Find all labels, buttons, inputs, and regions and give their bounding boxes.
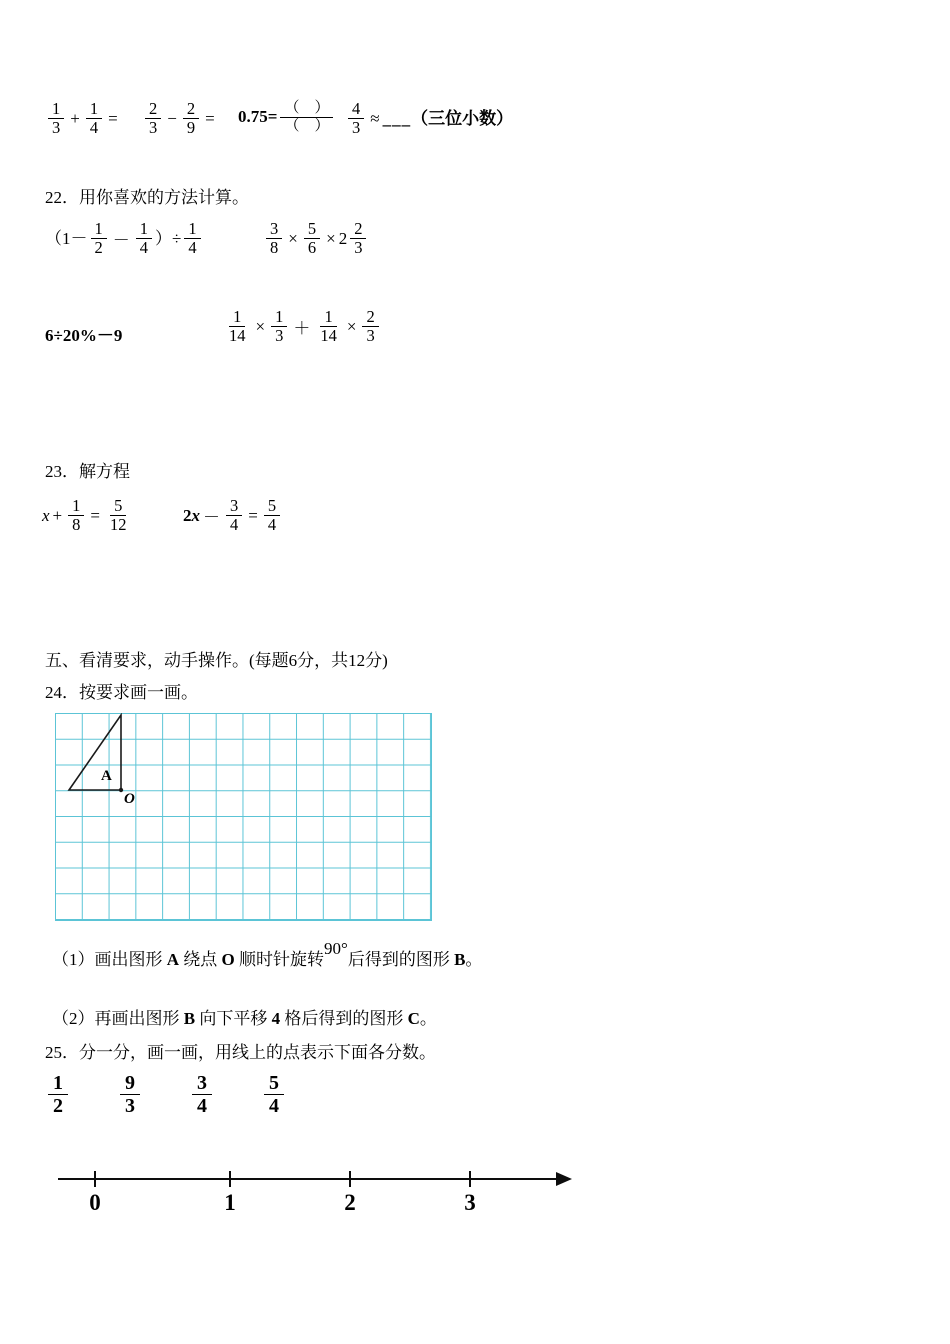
fraction-numerator: 3 [192, 1072, 212, 1095]
minus-operator: － [112, 231, 130, 251]
blank-denominator: （ ） [284, 117, 330, 134]
fraction-numerator: 2 [183, 100, 199, 119]
blank-fraction [280, 100, 333, 135]
fraction-numerator: 1 [136, 220, 152, 239]
fraction-numerator: 1 [91, 220, 107, 239]
q21-expression-1 [45, 100, 121, 138]
fraction [264, 497, 280, 535]
fraction [48, 100, 64, 138]
tick-label-2: 2 [344, 1190, 356, 1215]
fraction-denominator: 3 [366, 326, 375, 346]
coefficient: 2 [183, 506, 192, 526]
fraction [362, 308, 378, 346]
fraction [192, 1072, 212, 1118]
fraction-numerator: 1 [48, 100, 64, 119]
figure-label-a: A [101, 768, 112, 784]
point-o-dot [119, 788, 123, 792]
fraction [266, 220, 282, 258]
tick-label-3: 3 [464, 1190, 476, 1215]
fraction-numerator: 1 [271, 308, 287, 327]
fraction [304, 220, 320, 258]
sub2-text: 。 [419, 1009, 437, 1028]
sub1-text: 顺时针旋转 [234, 950, 325, 969]
fraction-numerator: 3 [266, 220, 282, 239]
fraction-numerator: 9 [120, 1072, 140, 1095]
tick-label-0: 0 [89, 1190, 101, 1215]
fraction-numerator: 5 [304, 220, 320, 239]
rotation-angle: 90° [324, 939, 348, 958]
fraction [91, 220, 107, 258]
mixed-number-whole: 2 [338, 229, 348, 249]
fraction [316, 308, 341, 346]
fraction-denominator: 9 [186, 118, 196, 138]
fraction-numerator: 1 [68, 497, 84, 516]
fraction-numerator: 1 [48, 1072, 68, 1095]
q24-grid-area [55, 713, 432, 921]
fraction [184, 220, 200, 258]
equals-sign: = [90, 505, 100, 525]
plus-operator: + [70, 108, 80, 128]
tick-mark-0 [94, 1171, 96, 1187]
q22-expression-2 [263, 220, 369, 258]
figure-b-ref: B [454, 950, 466, 969]
fraction [348, 100, 364, 138]
answer-blank: ___ [382, 109, 412, 129]
fraction-denominator: 4 [269, 1095, 279, 1118]
fraction-denominator: 4 [197, 1095, 207, 1118]
fraction-denominator: 14 [229, 326, 246, 346]
multiply-operator: × [326, 228, 336, 248]
fraction [350, 220, 366, 258]
triangle-shape-a [69, 715, 121, 790]
fraction-denominator: 3 [52, 118, 61, 138]
figure-b-ref: B [183, 1009, 196, 1028]
fraction-denominator: 3 [275, 326, 284, 346]
fraction-numerator: 2 [350, 220, 366, 239]
multiply-operator: × [346, 316, 357, 336]
equals-sign: = [205, 108, 215, 128]
fraction-numerator: 5 [264, 1072, 284, 1095]
fraction-numerator: 2 [145, 100, 161, 119]
fraction-denominator: 3 [125, 1095, 135, 1118]
fraction-denominator: 4 [230, 515, 239, 535]
sub1-text: 后得到的图形 [347, 950, 455, 969]
fraction-denominator: 8 [270, 238, 279, 258]
fraction-denominator: 14 [320, 326, 337, 346]
triangle-figure [55, 713, 431, 920]
q21-expression-2 [142, 100, 218, 138]
fraction [225, 308, 250, 346]
tick-mark-2 [349, 1171, 351, 1187]
number-line-arrowhead [556, 1172, 572, 1186]
q21-expression-3 [238, 100, 336, 135]
q25-fraction-list [45, 1072, 287, 1118]
q24-sub2 [52, 1007, 437, 1031]
plus-operator: + [52, 505, 63, 525]
fraction-numerator: 4 [348, 100, 364, 119]
fraction [136, 220, 152, 258]
q22-expression-4 [222, 308, 382, 346]
multiply-operator: × [288, 228, 298, 248]
variable-x: x [42, 506, 50, 526]
fraction [48, 1072, 68, 1118]
fraction-denominator: 4 [267, 515, 277, 535]
fraction [106, 497, 131, 535]
variable-x: x [191, 506, 200, 526]
paren-open: （1－ [45, 229, 88, 249]
minus-operator: － [203, 508, 220, 528]
fraction-denominator: 6 [307, 238, 317, 258]
fraction [264, 1072, 284, 1118]
equals-sign: = [108, 108, 118, 128]
fraction-denominator: 3 [352, 118, 361, 138]
fraction-numerator: 1 [320, 308, 336, 327]
q25-title: 25．分一分，画一画，用线上的点表示下面各分数。 [45, 1043, 436, 1062]
q24-title: 24．按要求画一画。 [45, 683, 198, 702]
fraction-numerator: 1 [184, 220, 200, 239]
fraction-numerator: 5 [110, 497, 126, 516]
paren-close-divide: ）÷ [155, 229, 182, 249]
fraction-numerator: 5 [264, 497, 280, 516]
q21-expression-4 [345, 100, 513, 138]
number-line-axis [58, 1178, 558, 1180]
fraction-numerator: 3 [226, 497, 242, 516]
fraction [120, 1072, 140, 1118]
q22-expression-1 [45, 220, 204, 258]
blank-numerator: （ ） [280, 100, 333, 118]
point-label-o: O [124, 791, 135, 807]
sub2-text: 向下平移 [195, 1009, 272, 1028]
q22-title: 22．用你喜欢的方法计算。 [45, 188, 249, 207]
fraction-numerator: 1 [229, 308, 245, 327]
sub1-text: 。 [465, 950, 483, 969]
fraction [271, 308, 287, 346]
q23-equation-1 [42, 497, 133, 535]
multiply-operator: × [255, 316, 266, 336]
approx-sign: ≈ [370, 108, 380, 128]
sub2-text: 格后得到的图形 [280, 1009, 408, 1028]
fraction-denominator: 4 [139, 238, 148, 258]
figure-c-ref: C [407, 1009, 420, 1028]
fraction [183, 100, 199, 138]
sub1-text: （1）画出图形 [52, 950, 167, 969]
minus-operator: − [167, 108, 177, 128]
shift-count: 4 [271, 1009, 281, 1028]
fraction [226, 497, 242, 535]
fraction-denominator: 4 [188, 238, 197, 258]
equals-sign: = [248, 505, 258, 525]
tick-mark-1 [229, 1171, 231, 1187]
tick-label-1: 1 [224, 1190, 236, 1215]
fraction-denominator: 12 [109, 515, 127, 535]
point-o-ref: O [221, 950, 235, 969]
fraction-denominator: 3 [149, 118, 158, 138]
fraction-denominator: 3 [354, 238, 363, 258]
q24-sub1 [52, 939, 483, 972]
q23-title: 23．解方程 [45, 462, 130, 481]
tick-mark-3 [469, 1171, 471, 1187]
section5-header: 五、看清要求，动手操作。(每题6分，共12分) [45, 651, 388, 670]
sub2-text: （2）再画出图形 [52, 1009, 184, 1028]
fraction-numerator: 2 [362, 308, 378, 327]
q23-equation-2 [183, 497, 283, 535]
fraction-denominator: 8 [72, 515, 81, 535]
fraction [145, 100, 161, 138]
sub1-text: 绕点 [179, 950, 222, 969]
q22-expression-3: 6÷20%－9 [45, 326, 123, 345]
plus-operator: ＋ [293, 319, 311, 339]
decimal-value: 0.75= [238, 107, 278, 127]
fraction-denominator: 2 [53, 1095, 63, 1118]
fraction-denominator: 4 [89, 118, 99, 138]
number-line [0, 1160, 620, 1240]
fraction-denominator: 2 [94, 238, 103, 258]
figure-a-ref: A [166, 950, 180, 969]
drawing-grid [55, 713, 432, 921]
fraction [86, 100, 102, 138]
round-to-note: （三位小数） [411, 109, 514, 129]
fraction [68, 497, 84, 535]
fraction-numerator: 1 [86, 100, 102, 119]
